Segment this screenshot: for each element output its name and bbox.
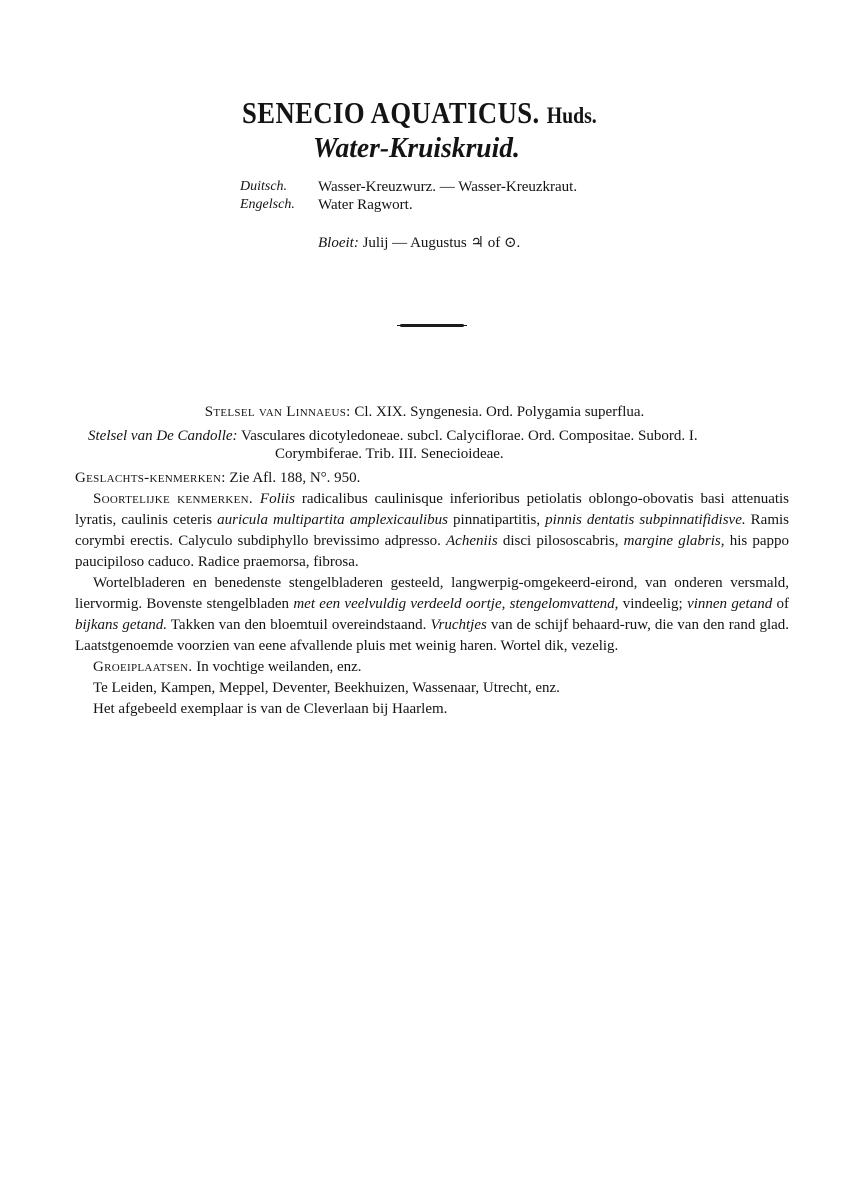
latin-text: pinnatipartitis,: [453, 512, 541, 528]
common-names-list: [240, 178, 577, 214]
latin-italic: pinnis dentatis subpinnatifidisve.: [545, 512, 746, 528]
dutch-italic: Vruchtjes: [430, 617, 487, 633]
latin-text: disci pilososcabris,: [502, 533, 619, 549]
scientific-name: SENECIO AQUATICUS.: [242, 95, 540, 130]
latin-italic: margine glabris,: [623, 533, 725, 549]
common-name-row: [240, 196, 577, 214]
flowering-label: Bloeit:: [318, 235, 359, 251]
latin-italic: Foliis: [259, 491, 295, 507]
genus-characters: [75, 468, 789, 489]
species-title: [242, 95, 597, 131]
section-divider: [400, 324, 464, 327]
language-label: Duitsch.: [240, 179, 288, 194]
latin-italic: auricula multipartita amplexicaulibus: [217, 512, 449, 528]
dutch-text: vindeelig;: [622, 596, 683, 612]
description-body: [75, 468, 789, 720]
species-characters-latin: [75, 489, 789, 573]
dutch-common-name: Water-Kruiskruid.: [313, 132, 520, 164]
linnaeus-classification: [0, 404, 849, 421]
localities: Te Leiden, Kampen, Meppel, Deventer, Beekhuizen, Wassenaar, Utrecht, enz.: [93, 680, 560, 696]
dutch-italic: vinnen getand: [687, 596, 773, 612]
candolle-text-1: Vasculares dicotyledoneae. subcl. Calyciflorae. Ord. Compositae. Subord. I.: [241, 428, 698, 444]
latin-text: Ramis corymbi erectis. Calyculo subdiphyllo brevissimo adpresso.: [75, 512, 790, 549]
candolle-text-2: Corymbiferae. Trib. III. Senecioideae.: [275, 446, 504, 462]
flowering-text: Julij — Augustus ♃ of ⊙.: [362, 235, 521, 251]
specimen-source: Het afgebeeld exemplaar is van de Cleverlaan bij Haarlem.: [93, 701, 448, 717]
species-characters-dutch: [75, 573, 789, 657]
language-label: Engelsch.: [240, 197, 295, 212]
common-name-row: [240, 178, 577, 196]
latin-text: his pappo paucipiloso caduco. Radice praemorsa, fibrosa.: [75, 533, 790, 570]
dutch-text: Takken van den bloemtuil overeindstaand.: [170, 617, 427, 633]
latin-text: radicalibus caulinisque inferioribus petiolatis oblongo-obovatis basi attenuatis lyratis, caulinis ceteris: [75, 491, 790, 528]
linnaeus-label: Stelsel van Linnaeus:: [204, 404, 351, 420]
genus-text: Zie Afl. 188, N°. 950.: [229, 470, 361, 486]
linnaeus-text: Cl. XIX. Syngenesia. Ord. Polygamia superflua.: [354, 404, 645, 420]
genus-label: Geslachts-kenmerken:: [75, 470, 226, 486]
species-label: Soortelijke kenmerken.: [93, 491, 253, 507]
habitat: [75, 657, 789, 678]
flowering-period: [318, 233, 520, 252]
common-name-value: Water Ragwort.: [318, 197, 413, 213]
dutch-text: van de schijf behaard-ruw, die van den rand glad. Laatstgenoemde voorzien van eene afvallende pluis met weinig haren. Wortel dik, vezelig.: [75, 617, 790, 654]
dutch-text: Wortelbladeren en benedenste stengelbladeren gesteeld, langwerpig-omgekeerd-eirond, van onderen versmald, liervormig. Bovenste stengelbladen: [75, 575, 789, 612]
dutch-text: of: [776, 596, 790, 612]
dutch-italic: met een veelvuldig verdeeld oortje, stengelomvattend,: [293, 596, 619, 612]
dutch-italic: bijkans getand.: [75, 617, 167, 633]
habitat-label: Groeiplaatsen.: [93, 659, 193, 675]
author-abbreviation: Huds.: [546, 103, 597, 128]
habitat-text: In vochtige weilanden, enz.: [196, 659, 362, 675]
latin-italic: Acheniis: [446, 533, 498, 549]
common-name-value: Wasser-Kreuzwurz. — Wasser-Kreuzkraut.: [318, 179, 578, 195]
candolle-label: Stelsel van De Candolle:: [88, 428, 238, 444]
candolle-classification: [88, 427, 788, 463]
